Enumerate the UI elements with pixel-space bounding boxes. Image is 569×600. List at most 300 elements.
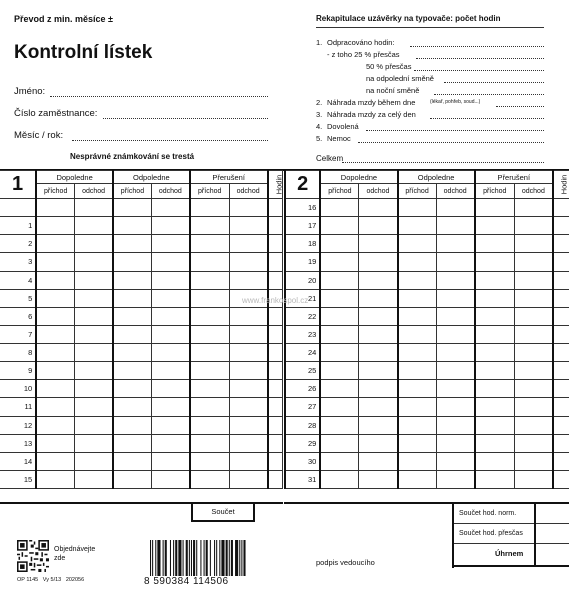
time-cell[interactable] xyxy=(436,380,475,398)
time-cell[interactable] xyxy=(320,253,359,271)
time-cell[interactable] xyxy=(514,452,553,470)
time-cell[interactable] xyxy=(514,253,553,271)
time-cell[interactable] xyxy=(514,434,553,452)
summary-box xyxy=(452,503,569,568)
time-cell[interactable] xyxy=(190,199,229,217)
time-cell[interactable] xyxy=(75,325,113,343)
time-cell[interactable] xyxy=(36,271,74,289)
time-cell[interactable] xyxy=(113,253,151,271)
hours-cell[interactable] xyxy=(553,289,569,307)
table-row xyxy=(285,325,569,343)
time-cell[interactable] xyxy=(320,307,359,325)
time-cell[interactable] xyxy=(113,235,151,253)
time-cell[interactable] xyxy=(359,416,398,434)
time-cell[interactable] xyxy=(36,344,74,362)
table-row xyxy=(285,344,569,362)
time-cell[interactable] xyxy=(320,398,359,416)
time-cell[interactable] xyxy=(475,325,515,343)
time-cell[interactable] xyxy=(398,289,437,307)
hours-label: Hodin xyxy=(273,174,283,195)
time-cell[interactable] xyxy=(320,344,359,362)
sub-header: příchod xyxy=(113,184,151,199)
time-cell[interactable] xyxy=(113,452,151,470)
warning-text: Nesprávné známkování se trestá xyxy=(70,152,195,161)
hours-cell[interactable] xyxy=(553,217,569,235)
hours-cell[interactable] xyxy=(553,253,569,271)
time-cell[interactable] xyxy=(436,416,475,434)
time-cell[interactable] xyxy=(320,217,359,235)
table-row xyxy=(0,380,283,398)
time-cell[interactable] xyxy=(151,235,189,253)
recap-item-field[interactable] xyxy=(444,82,544,83)
table-row xyxy=(285,307,569,325)
time-cell[interactable] xyxy=(113,199,151,217)
time-cell[interactable] xyxy=(36,398,74,416)
time-cell[interactable] xyxy=(475,307,515,325)
recap-item-field[interactable] xyxy=(410,46,544,47)
time-cell[interactable] xyxy=(359,362,398,380)
hours-cell[interactable] xyxy=(268,434,283,452)
group-header: Přerušení xyxy=(190,171,268,184)
hours-cell[interactable] xyxy=(553,362,569,380)
barcode-bar xyxy=(189,540,190,576)
day-number: 13 xyxy=(0,434,36,452)
time-cell[interactable] xyxy=(113,289,151,307)
time-cell[interactable] xyxy=(475,362,515,380)
table-row xyxy=(0,434,283,452)
time-cell[interactable] xyxy=(36,380,74,398)
time-cell[interactable] xyxy=(436,271,475,289)
time-cell[interactable] xyxy=(190,452,229,470)
hours-cell[interactable] xyxy=(268,398,283,416)
time-cell[interactable] xyxy=(398,398,437,416)
time-cell[interactable] xyxy=(113,217,151,235)
time-cell[interactable] xyxy=(359,289,398,307)
barcode-icon xyxy=(148,540,280,576)
time-cell[interactable] xyxy=(36,362,74,380)
time-cell[interactable] xyxy=(190,307,229,325)
time-cell[interactable] xyxy=(320,416,359,434)
time-cell[interactable] xyxy=(514,362,553,380)
sub-header: příchod xyxy=(190,184,229,199)
time-cell[interactable] xyxy=(151,380,189,398)
time-cell[interactable] xyxy=(75,380,113,398)
time-cell[interactable] xyxy=(151,434,189,452)
time-cell[interactable] xyxy=(229,253,267,271)
time-cell[interactable] xyxy=(398,271,437,289)
recap-item xyxy=(316,110,416,119)
hours-cell[interactable] xyxy=(553,344,569,362)
time-cell[interactable] xyxy=(475,452,515,470)
hours-cell[interactable] xyxy=(553,434,569,452)
time-cell[interactable] xyxy=(436,307,475,325)
barcode-bar xyxy=(216,540,217,576)
day-number: 25 xyxy=(285,362,320,380)
time-cell[interactable] xyxy=(190,344,229,362)
time-cell[interactable] xyxy=(190,380,229,398)
time-cell[interactable] xyxy=(475,344,515,362)
time-cell[interactable] xyxy=(151,253,189,271)
time-cell[interactable] xyxy=(190,362,229,380)
time-cell[interactable] xyxy=(151,398,189,416)
time-cell[interactable] xyxy=(475,271,515,289)
time-cell[interactable] xyxy=(75,289,113,307)
time-cell[interactable] xyxy=(151,271,189,289)
time-cell[interactable] xyxy=(190,325,229,343)
time-cell[interactable] xyxy=(514,325,553,343)
time-cell[interactable] xyxy=(514,380,553,398)
barcode-bar xyxy=(178,540,181,576)
time-cell[interactable] xyxy=(320,289,359,307)
time-cell[interactable] xyxy=(398,362,437,380)
sub-header: příchod xyxy=(320,184,359,199)
time-cell[interactable] xyxy=(113,325,151,343)
barcode-bar xyxy=(235,540,238,576)
time-cell[interactable] xyxy=(75,416,113,434)
time-cell[interactable] xyxy=(436,398,475,416)
time-cell[interactable] xyxy=(229,380,267,398)
hours-cell[interactable] xyxy=(268,271,283,289)
time-cell[interactable] xyxy=(398,199,437,217)
time-cell[interactable] xyxy=(229,325,267,343)
time-cell[interactable] xyxy=(75,199,113,217)
hours-cell[interactable] xyxy=(268,416,283,434)
employee-number-label: Číslo zaměstnance: xyxy=(14,108,98,119)
time-cell[interactable] xyxy=(36,307,74,325)
time-cell[interactable] xyxy=(190,271,229,289)
table-row xyxy=(0,235,283,253)
time-cell[interactable] xyxy=(514,235,553,253)
time-cell[interactable] xyxy=(514,344,553,362)
time-cell[interactable] xyxy=(359,344,398,362)
day-number: 15 xyxy=(0,470,36,488)
sub-header: příchod xyxy=(398,184,437,199)
time-cell[interactable] xyxy=(514,398,553,416)
recap-item-label: 50 % přesčas xyxy=(366,62,412,71)
hours-cell[interactable] xyxy=(553,307,569,325)
name-field[interactable] xyxy=(50,96,268,97)
recap-item xyxy=(316,98,481,107)
month-year-field[interactable] xyxy=(72,140,268,141)
hours-cell[interactable] xyxy=(553,452,569,470)
time-cell[interactable] xyxy=(229,470,267,488)
time-cell[interactable] xyxy=(75,235,113,253)
day-number xyxy=(0,199,36,217)
time-cell[interactable] xyxy=(436,344,475,362)
barcode-bar xyxy=(196,540,197,576)
time-cell[interactable] xyxy=(398,325,437,343)
time-cell[interactable] xyxy=(229,362,267,380)
time-cell[interactable] xyxy=(113,362,151,380)
time-cell[interactable] xyxy=(359,217,398,235)
time-cell[interactable] xyxy=(436,253,475,271)
barcode-bar xyxy=(155,540,156,576)
time-cell[interactable] xyxy=(75,362,113,380)
hours-cell[interactable] xyxy=(268,217,283,235)
time-cell[interactable] xyxy=(398,253,437,271)
day-number: 30 xyxy=(285,452,320,470)
hours-cell[interactable] xyxy=(553,470,569,488)
time-cell[interactable] xyxy=(229,416,267,434)
time-cell[interactable] xyxy=(190,235,229,253)
time-cell[interactable] xyxy=(514,307,553,325)
time-cell[interactable] xyxy=(36,235,74,253)
time-cell[interactable] xyxy=(514,416,553,434)
time-cell[interactable] xyxy=(36,416,74,434)
time-cell[interactable] xyxy=(514,217,553,235)
time-cell[interactable] xyxy=(359,199,398,217)
time-cell[interactable] xyxy=(75,452,113,470)
watermark: www.frankospol.cz xyxy=(242,296,309,305)
time-cell[interactable] xyxy=(475,380,515,398)
time-cell[interactable] xyxy=(75,470,113,488)
time-cell[interactable] xyxy=(229,271,267,289)
time-cell[interactable] xyxy=(113,398,151,416)
time-cell[interactable] xyxy=(151,452,189,470)
time-cell[interactable] xyxy=(359,380,398,398)
time-cell[interactable] xyxy=(436,470,475,488)
time-cell[interactable] xyxy=(475,434,515,452)
time-cell[interactable] xyxy=(359,452,398,470)
time-cell[interactable] xyxy=(36,325,74,343)
hours-cell[interactable] xyxy=(553,271,569,289)
time-cell[interactable] xyxy=(75,398,113,416)
barcode-bar xyxy=(186,540,188,576)
time-cell[interactable] xyxy=(229,344,267,362)
time-cell[interactable] xyxy=(436,434,475,452)
time-cell[interactable] xyxy=(190,217,229,235)
barcode-bar xyxy=(204,540,205,576)
time-cell[interactable] xyxy=(475,398,515,416)
time-cell[interactable] xyxy=(475,217,515,235)
time-cell[interactable] xyxy=(229,398,267,416)
page-title: Kontrolní lístek xyxy=(14,42,153,63)
time-cell[interactable] xyxy=(475,470,515,488)
barcode-bar xyxy=(165,540,167,576)
time-cell[interactable] xyxy=(75,434,113,452)
time-cell[interactable] xyxy=(475,199,515,217)
time-cell[interactable] xyxy=(190,416,229,434)
time-cell[interactable] xyxy=(436,452,475,470)
time-cell[interactable] xyxy=(514,289,553,307)
time-cell[interactable] xyxy=(436,217,475,235)
day-number: 31 xyxy=(285,470,320,488)
time-cell[interactable] xyxy=(320,452,359,470)
time-cell[interactable] xyxy=(151,416,189,434)
time-cell[interactable] xyxy=(229,235,267,253)
day-number: 19 xyxy=(285,253,320,271)
recap-item-label: na noční směně xyxy=(366,86,420,95)
recap-item-field[interactable] xyxy=(358,142,544,143)
table-row xyxy=(0,452,283,470)
time-cell[interactable] xyxy=(359,470,398,488)
time-cell[interactable] xyxy=(113,470,151,488)
time-cell[interactable] xyxy=(151,470,189,488)
recap-item-label: Dovolená xyxy=(327,122,359,131)
time-cell[interactable] xyxy=(475,416,515,434)
time-cell[interactable] xyxy=(36,253,74,271)
hours-cell[interactable] xyxy=(268,470,283,488)
time-cell[interactable] xyxy=(359,271,398,289)
time-cell[interactable] xyxy=(398,217,437,235)
time-cell[interactable] xyxy=(359,434,398,452)
hours-cell[interactable] xyxy=(268,253,283,271)
barcode-bar xyxy=(226,540,228,576)
time-cell[interactable] xyxy=(359,307,398,325)
recap-item-field[interactable] xyxy=(366,130,544,131)
time-cell[interactable] xyxy=(151,362,189,380)
time-cell[interactable] xyxy=(398,344,437,362)
table-row xyxy=(0,325,283,343)
time-cell[interactable] xyxy=(398,452,437,470)
recap-item-field[interactable] xyxy=(496,106,544,107)
time-cell[interactable] xyxy=(75,307,113,325)
recap-item-label: Náhrada mzdy během dne xyxy=(327,98,416,107)
time-cell[interactable] xyxy=(514,271,553,289)
day-number: 8 xyxy=(0,344,36,362)
time-cell[interactable] xyxy=(229,452,267,470)
recap-item-field[interactable] xyxy=(414,70,544,71)
time-cell[interactable] xyxy=(36,434,74,452)
table-row xyxy=(285,199,569,217)
time-cell[interactable] xyxy=(113,307,151,325)
barcode-bar xyxy=(206,540,208,576)
time-cell[interactable] xyxy=(36,470,74,488)
time-cell[interactable] xyxy=(36,217,74,235)
hours-cell[interactable] xyxy=(553,380,569,398)
day-number: 26 xyxy=(285,380,320,398)
time-cell[interactable] xyxy=(151,307,189,325)
barcode-bar xyxy=(221,540,224,576)
time-cell[interactable] xyxy=(320,470,359,488)
time-cell[interactable] xyxy=(151,217,189,235)
hours-cell[interactable] xyxy=(268,452,283,470)
time-cell[interactable] xyxy=(398,235,437,253)
time-cell[interactable] xyxy=(36,289,74,307)
hours-cell[interactable] xyxy=(268,344,283,362)
table-row xyxy=(285,271,569,289)
time-cell[interactable] xyxy=(320,380,359,398)
day-number: 16 xyxy=(285,199,320,217)
time-cell[interactable] xyxy=(75,271,113,289)
employee-number-field[interactable] xyxy=(103,118,268,119)
time-cell[interactable] xyxy=(436,235,475,253)
time-cell[interactable] xyxy=(151,289,189,307)
time-cell[interactable] xyxy=(113,344,151,362)
hours-cell[interactable] xyxy=(553,398,569,416)
sub-header: odchod xyxy=(75,184,113,199)
time-cell[interactable] xyxy=(190,434,229,452)
time-cell[interactable] xyxy=(75,344,113,362)
hours-cell[interactable] xyxy=(553,325,569,343)
group-header: Dopoledne xyxy=(320,171,397,184)
hours-cell[interactable] xyxy=(268,307,283,325)
table-row xyxy=(0,217,283,235)
barcode-bar xyxy=(239,540,240,576)
table-row xyxy=(0,199,283,217)
time-cell[interactable] xyxy=(151,199,189,217)
time-cell[interactable] xyxy=(229,307,267,325)
time-cell[interactable] xyxy=(190,470,229,488)
table-row xyxy=(0,362,283,380)
hours-cell[interactable] xyxy=(268,325,283,343)
hours-cell[interactable] xyxy=(553,199,569,217)
recap-item-field[interactable] xyxy=(416,58,544,59)
time-cell[interactable] xyxy=(229,199,267,217)
recap-item-field[interactable] xyxy=(430,118,544,119)
time-cell[interactable] xyxy=(320,271,359,289)
hours-cell[interactable] xyxy=(268,362,283,380)
time-cell[interactable] xyxy=(359,325,398,343)
barcode-bar xyxy=(193,540,195,576)
time-cell[interactable] xyxy=(36,452,74,470)
time-cell[interactable] xyxy=(151,344,189,362)
time-cell[interactable] xyxy=(190,398,229,416)
barcode-number: 8 590384 114506 xyxy=(144,576,229,587)
recap-total-field[interactable] xyxy=(342,162,544,163)
time-cell[interactable] xyxy=(475,235,515,253)
time-cell[interactable] xyxy=(113,271,151,289)
time-cell[interactable] xyxy=(514,470,553,488)
hours-cell[interactable] xyxy=(268,235,283,253)
time-cell[interactable] xyxy=(398,307,437,325)
signature-label: podpis vedoucího xyxy=(316,558,375,567)
time-cell[interactable] xyxy=(359,398,398,416)
time-cell[interactable] xyxy=(436,362,475,380)
time-cell[interactable] xyxy=(398,434,437,452)
time-cell[interactable] xyxy=(514,199,553,217)
time-cell[interactable] xyxy=(190,289,229,307)
time-cell[interactable] xyxy=(36,199,74,217)
time-cell[interactable] xyxy=(113,380,151,398)
time-cell[interactable] xyxy=(398,380,437,398)
time-cell[interactable] xyxy=(229,217,267,235)
time-cell[interactable] xyxy=(475,289,515,307)
time-cell[interactable] xyxy=(151,325,189,343)
table-row xyxy=(285,470,569,488)
time-cell[interactable] xyxy=(436,199,475,217)
hours-cell[interactable] xyxy=(553,416,569,434)
time-cell[interactable] xyxy=(436,325,475,343)
time-cell[interactable] xyxy=(320,235,359,253)
time-cell[interactable] xyxy=(320,199,359,217)
time-cell[interactable] xyxy=(475,253,515,271)
day-number: 24 xyxy=(285,344,320,362)
time-cell[interactable] xyxy=(113,434,151,452)
time-cell[interactable] xyxy=(75,253,113,271)
time-cell[interactable] xyxy=(359,253,398,271)
time-cell[interactable] xyxy=(398,470,437,488)
hours-cell[interactable] xyxy=(268,380,283,398)
time-cell[interactable] xyxy=(113,416,151,434)
time-cell[interactable] xyxy=(436,289,475,307)
hours-cell[interactable] xyxy=(268,199,283,217)
time-cell[interactable] xyxy=(398,416,437,434)
sub-header: odchod xyxy=(359,184,398,199)
table-row xyxy=(285,380,569,398)
time-cell[interactable] xyxy=(320,325,359,343)
hours-cell[interactable] xyxy=(553,235,569,253)
grid-bottom-line xyxy=(0,502,283,504)
time-cell[interactable] xyxy=(229,434,267,452)
time-cell[interactable] xyxy=(320,434,359,452)
time-cell[interactable] xyxy=(320,362,359,380)
time-cell[interactable] xyxy=(359,235,398,253)
group-header: Dopoledne xyxy=(36,171,113,184)
recap-item-field[interactable] xyxy=(434,94,544,95)
time-cell[interactable] xyxy=(190,253,229,271)
time-cell[interactable] xyxy=(75,217,113,235)
